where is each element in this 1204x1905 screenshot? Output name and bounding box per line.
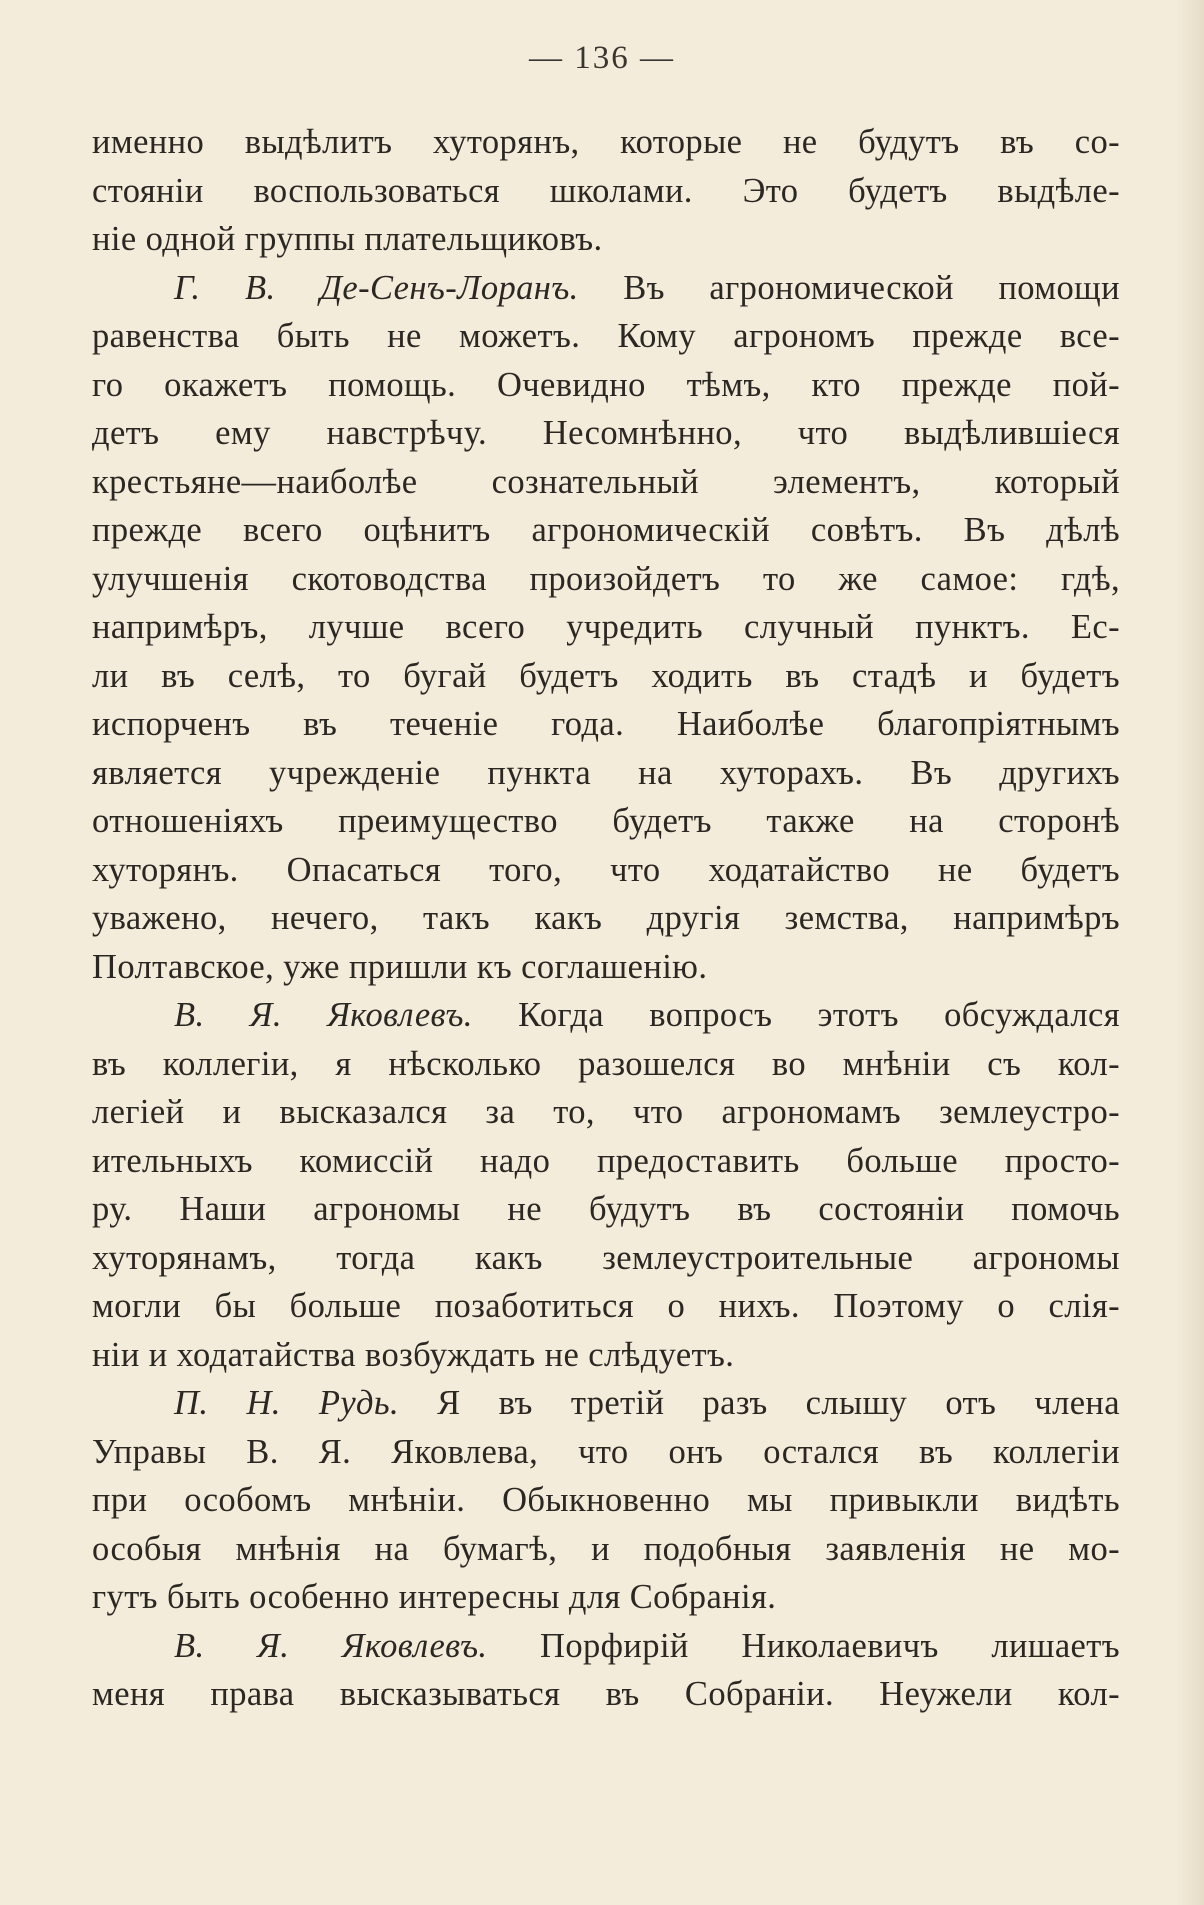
speech-text: Когда вопросъ этотъ обсуждался [472, 996, 1120, 1034]
text-line: легіей и высказался за то, что агрономамъ землеустро- [92, 1093, 1120, 1131]
text-line: особыя мнѣнія на бумагѣ, и подобныя заявленія не мо- [92, 1529, 1120, 1568]
speaker-line [92, 1622, 1120, 1671]
text-line: хуторянамъ, тогда какъ землеустроительные агрономы [92, 1238, 1120, 1277]
speaker-line [92, 991, 1120, 1040]
speaker-name: В. Я. Яковлевъ. [174, 996, 473, 1034]
text-line: прежде всего оцѣнитъ агрономическій совѣтъ. Въ дѣлѣ [92, 511, 1120, 549]
text-line: испорченъ въ теченіе года. Наиболѣе благопріятнымъ [92, 705, 1120, 743]
text-line: при особомъ мнѣніи. Обыкновенно мы привыкли видѣть [92, 1481, 1120, 1519]
text-line: ительныхъ комиссій надо предоставить больше просто- [92, 1141, 1120, 1180]
speech-text: Я въ третій разъ слышу отъ члена [398, 1384, 1121, 1422]
text-line: меня права высказываться въ Собраніи. Неужели кол- [92, 1675, 1120, 1713]
page-number: — 136 — [529, 40, 675, 76]
speaker-name: В. Я. Яковлевъ. [174, 1626, 488, 1665]
text-line: ніи и ходатайства возбуждать не слѣдуетъ. [92, 1335, 735, 1374]
text-line: равенства быть не можетъ. Кому агрономъ прежде все- [92, 317, 1120, 355]
text-line: уважено, нечего, такъ какъ другія земства, напримѣръ [92, 899, 1120, 937]
text-line: хуторянъ. Опасаться того, что ходатайство не будетъ [92, 850, 1120, 889]
text-line: является учрежденіе пункта на хуторахъ. Въ другихъ [92, 753, 1120, 792]
speaker-name: П. Н. Рудь. [174, 1384, 399, 1422]
text-line: Управы В. Я. Яковлева, что онъ остался въ коллегіи [92, 1432, 1120, 1471]
text-line: улучшенія скотоводства произойдетъ то же самое: гдѣ, [92, 559, 1120, 598]
speaker-line [92, 264, 1120, 313]
text-line: въ коллегіи, я нѣсколько разошелся во мнѣніи съ кол- [92, 1044, 1120, 1083]
text-line: гутъ быть особенно интересны для Собранія. [92, 1578, 777, 1616]
text-line: детъ ему навстрѣчу. Несомнѣнно, что выдѣлившіеся [92, 414, 1120, 452]
text-line: отношеніяхъ преимущество будетъ также на сторонѣ [92, 802, 1120, 840]
text-line: ли въ селѣ, то бугай будетъ ходить въ стадѣ и будетъ [92, 656, 1120, 695]
text-line: напримѣръ, лучше всего учредить случный пунктъ. Ес- [92, 608, 1120, 646]
text-line: ру. Наши агрономы не будутъ въ состояніи помочь [92, 1190, 1120, 1228]
text-line: крестьяне—наиболѣе сознательный элементъ, который [92, 462, 1120, 501]
page-edge-shadow [1176, 0, 1204, 1905]
speech-text: Въ агрономической помощи [578, 268, 1121, 307]
speech-text: Порфирій Николаевичъ лишаетъ [487, 1626, 1120, 1665]
text-line: ніе одной группы плательщиковъ. [92, 220, 603, 258]
speaker-name: Г. В. Де-Сенъ-Лоранъ. [174, 268, 579, 307]
text-line: Полтавское, уже пришли къ соглашенію. [92, 947, 708, 986]
speaker-line [92, 1379, 1120, 1428]
text-line: стояніи воспользоваться школами. Это будетъ выдѣле- [92, 171, 1120, 210]
text-line: го окажетъ помощь. Очевидно тѣмъ, кто прежде пой- [92, 365, 1120, 404]
body-text [92, 118, 1120, 1719]
text-line: именно выдѣлитъ хуторянъ, которые не будутъ въ со- [92, 123, 1120, 161]
text-line: могли бы больше позаботиться о нихъ. Поэтому о слія- [92, 1287, 1120, 1325]
